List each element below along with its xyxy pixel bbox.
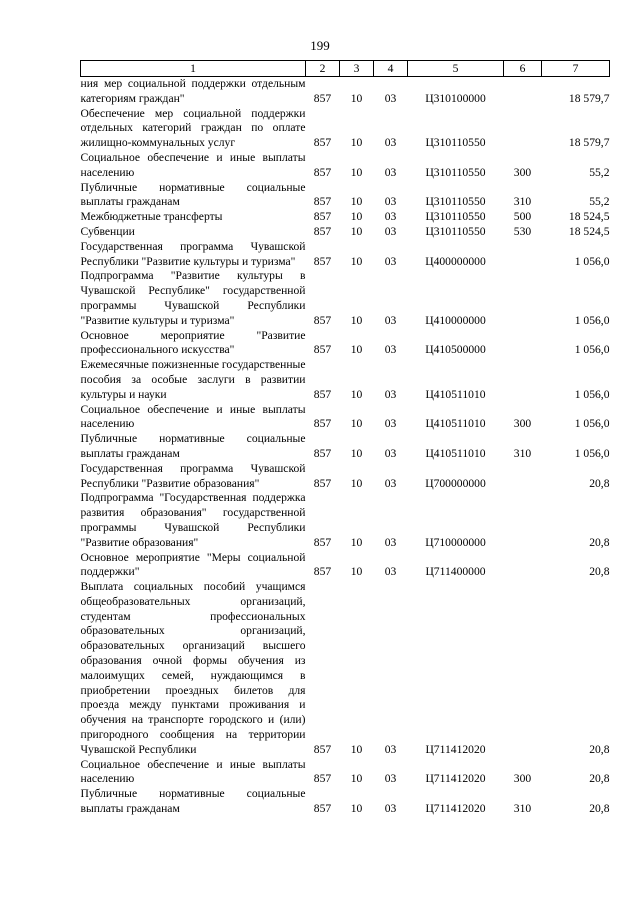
cell-subsection: 03 xyxy=(384,343,397,357)
cell-section: 10 xyxy=(350,224,363,238)
cell-amount: 1 056,0 xyxy=(574,387,610,401)
cell-expense-type xyxy=(504,462,542,492)
cell-target-code: Ц711412020 xyxy=(425,742,486,756)
cell-amount: 20,8 xyxy=(589,476,610,490)
cell-section: 10 xyxy=(350,772,363,786)
cell-target-code: Ц310110550 xyxy=(425,224,486,238)
table-row xyxy=(81,491,610,550)
cell-subsection: 03 xyxy=(384,91,397,105)
table-row xyxy=(81,403,610,433)
header-col-subsection: 4 xyxy=(374,61,408,77)
table-row xyxy=(81,580,610,758)
cell-ministry: 857 xyxy=(313,446,332,460)
header-col-name: 1 xyxy=(81,61,306,77)
cell-subsection: 03 xyxy=(384,195,397,209)
cell-name: Субвенции xyxy=(80,224,135,238)
cell-target-code: Ц410000000 xyxy=(425,313,486,327)
cell-section: 10 xyxy=(350,210,363,224)
cell-amount: 18 579,7 xyxy=(568,91,610,105)
table-row xyxy=(81,240,610,270)
table-row xyxy=(81,107,610,151)
cell-name: Социальное обеспечение и иные выплаты населению xyxy=(80,757,306,786)
cell-name: Основное мероприятие "Развитие профессионального искусства" xyxy=(80,328,306,357)
cell-name: ния мер социальной поддержки отдельным категориям граждан" xyxy=(80,77,306,105)
cell-subsection: 03 xyxy=(384,224,397,238)
cell-subsection: 03 xyxy=(384,742,397,756)
cell-section: 10 xyxy=(350,136,363,150)
cell-target-code: Ц310100000 xyxy=(425,91,486,105)
table-row xyxy=(81,225,610,240)
cell-subsection: 03 xyxy=(384,476,397,490)
cell-amount: 20,8 xyxy=(589,742,610,756)
cell-ministry: 857 xyxy=(313,210,332,224)
cell-subsection: 03 xyxy=(384,772,397,786)
cell-name: Социальное обеспечение и иные выплаты населению xyxy=(80,402,306,431)
cell-section: 10 xyxy=(350,254,363,268)
cell-ministry: 857 xyxy=(313,136,332,150)
cell-expense-type xyxy=(504,329,542,359)
cell-ministry: 857 xyxy=(313,165,332,179)
cell-amount: 1 056,0 xyxy=(574,417,610,431)
cell-amount: 1 056,0 xyxy=(574,254,610,268)
table-row xyxy=(81,269,610,328)
cell-ministry: 857 xyxy=(313,313,332,327)
cell-name: Основное мероприятие "Меры социальной поддержки" xyxy=(80,550,306,579)
table-row xyxy=(81,358,610,402)
cell-subsection: 03 xyxy=(384,254,397,268)
cell-subsection: 03 xyxy=(384,417,397,431)
cell-ministry: 857 xyxy=(313,387,332,401)
table-header-row xyxy=(81,61,610,77)
cell-amount: 20,8 xyxy=(589,565,610,579)
cell-subsection: 03 xyxy=(384,802,397,816)
cell-name: Подпрограмма "Государственная поддержка развития образования" государственной программы Чувашской Республики "Развитие образования" xyxy=(80,491,306,549)
cell-ministry: 857 xyxy=(313,91,332,105)
cell-expense-type: 310 xyxy=(513,195,532,209)
cell-target-code: Ц711412020 xyxy=(425,772,486,786)
cell-expense-type: 530 xyxy=(513,224,532,238)
cell-ministry: 857 xyxy=(313,802,332,816)
cell-section: 10 xyxy=(350,165,363,179)
cell-amount: 20,8 xyxy=(589,772,610,786)
cell-target-code: Ц310110550 xyxy=(425,195,486,209)
cell-name: Государственная программа Чувашской Республики "Развитие культуры и туризма" xyxy=(80,239,306,268)
cell-target-code: Ц711400000 xyxy=(425,565,486,579)
cell-name: Государственная программа Чувашской Республики "Развитие образования" xyxy=(80,461,306,490)
table-row xyxy=(81,181,610,211)
table-row xyxy=(81,210,610,225)
cell-expense-type xyxy=(504,580,542,758)
header-col-target: 5 xyxy=(408,61,504,77)
cell-section: 10 xyxy=(350,565,363,579)
cell-name: Выплата социальных пособий учащимся общеобразовательных организаций, студентам профессиональных образовательных организаций, образовательных организаций высшего образования очной формы обучения из малоимущих семей, нуждающимся в приобретении проездных билетов для проезда между пунктами проживания и обучения на транспорте городского и (или) пригородного сообщения на территории Чувашской Республики xyxy=(80,580,306,756)
cell-name: Ежемесячные пожизненные государственные пособия за особые заслуги в развитии культуры и науки xyxy=(80,358,306,401)
cell-expense-type xyxy=(504,269,542,328)
cell-target-code: Ц310110550 xyxy=(425,210,486,224)
cell-expense-type xyxy=(504,77,542,107)
cell-expense-type: 310 xyxy=(513,446,532,460)
cell-expense-type: 300 xyxy=(513,165,532,179)
cell-target-code: Ц310110550 xyxy=(425,136,486,150)
cell-ministry: 857 xyxy=(313,476,332,490)
cell-amount: 1 056,0 xyxy=(574,446,610,460)
cell-expense-type xyxy=(504,491,542,550)
cell-amount: 18 524,5 xyxy=(568,210,610,224)
cell-ministry: 857 xyxy=(313,343,332,357)
cell-section: 10 xyxy=(350,91,363,105)
cell-subsection: 03 xyxy=(384,565,397,579)
cell-amount: 1 056,0 xyxy=(574,343,610,357)
cell-section: 10 xyxy=(350,195,363,209)
cell-section: 10 xyxy=(350,343,363,357)
cell-amount: 20,8 xyxy=(589,535,610,549)
cell-ministry: 857 xyxy=(313,417,332,431)
cell-name: Публичные нормативные социальные выплаты гражданам xyxy=(80,432,306,460)
table-row xyxy=(81,151,610,181)
cell-target-code: Ц400000000 xyxy=(425,254,486,268)
header-col-ministry: 2 xyxy=(306,61,340,77)
table-row xyxy=(81,329,610,359)
cell-amount: 18 579,7 xyxy=(568,136,610,150)
cell-expense-type xyxy=(504,107,542,151)
cell-section: 10 xyxy=(350,313,363,327)
cell-subsection: 03 xyxy=(384,210,397,224)
table-row xyxy=(81,462,610,492)
cell-name: Публичные нормативные социальные выплаты гражданам xyxy=(80,787,306,816)
cell-target-code: Ц310110550 xyxy=(425,165,486,179)
cell-section: 10 xyxy=(350,446,363,460)
table-row xyxy=(81,787,610,817)
cell-target-code: Ц700000000 xyxy=(425,476,486,490)
cell-target-code: Ц410511010 xyxy=(425,417,486,431)
table-row xyxy=(81,77,610,107)
cell-target-code: Ц410511010 xyxy=(425,387,486,401)
cell-ministry: 857 xyxy=(313,772,332,786)
header-col-amount: 7 xyxy=(542,61,610,77)
cell-amount: 18 524,5 xyxy=(568,224,610,238)
cell-ministry: 857 xyxy=(313,224,332,238)
cell-subsection: 03 xyxy=(384,313,397,327)
cell-section: 10 xyxy=(350,387,363,401)
cell-section: 10 xyxy=(350,417,363,431)
cell-subsection: 03 xyxy=(384,165,397,179)
cell-section: 10 xyxy=(350,742,363,756)
cell-subsection: 03 xyxy=(384,136,397,150)
cell-ministry: 857 xyxy=(313,565,332,579)
page-number: 199 xyxy=(310,38,330,53)
cell-name: Подпрограмма "Развитие культуры в Чувашской Республике" государственной программы Чувашской Республики "Развитие культуры и туризма" xyxy=(80,269,306,327)
cell-amount: 55,2 xyxy=(589,165,610,179)
table-row xyxy=(81,758,610,788)
table-row xyxy=(81,432,610,462)
table-row xyxy=(81,551,610,581)
budget-table xyxy=(80,60,610,817)
cell-target-code: Ц410511010 xyxy=(425,446,486,460)
header-col-section: 3 xyxy=(340,61,374,77)
cell-name: Публичные нормативные социальные выплаты гражданам xyxy=(80,180,306,209)
cell-ministry: 857 xyxy=(313,254,332,268)
cell-amount: 20,8 xyxy=(589,802,610,816)
cell-name: Социальное обеспечение и иные выплаты населению xyxy=(80,150,306,179)
header-col-expense: 6 xyxy=(504,61,542,77)
cell-amount: 1 056,0 xyxy=(574,313,610,327)
cell-subsection: 03 xyxy=(384,535,397,549)
cell-expense-type xyxy=(504,551,542,581)
cell-section: 10 xyxy=(350,535,363,549)
cell-name: Межбюджетные трансферты xyxy=(80,210,223,224)
cell-name: Обеспечение мер социальной поддержки отдельных категорий граждан по оплате жилищно-коммунальных услуг xyxy=(80,106,306,150)
cell-subsection: 03 xyxy=(384,387,397,401)
cell-subsection: 03 xyxy=(384,446,397,460)
cell-expense-type: 300 xyxy=(513,772,532,786)
cell-target-code: Ц710000000 xyxy=(425,535,486,549)
cell-expense-type xyxy=(504,358,542,402)
cell-amount: 55,2 xyxy=(589,195,610,209)
cell-ministry: 857 xyxy=(313,742,332,756)
cell-target-code: Ц410500000 xyxy=(425,343,486,357)
table-body xyxy=(81,77,610,817)
cell-target-code: Ц711412020 xyxy=(425,802,486,816)
cell-ministry: 857 xyxy=(313,535,332,549)
cell-expense-type: 310 xyxy=(513,802,532,816)
cell-section: 10 xyxy=(350,802,363,816)
cell-expense-type: 500 xyxy=(513,210,532,224)
cell-expense-type xyxy=(504,240,542,270)
cell-expense-type: 300 xyxy=(513,417,532,431)
cell-section: 10 xyxy=(350,476,363,490)
cell-ministry: 857 xyxy=(313,195,332,209)
